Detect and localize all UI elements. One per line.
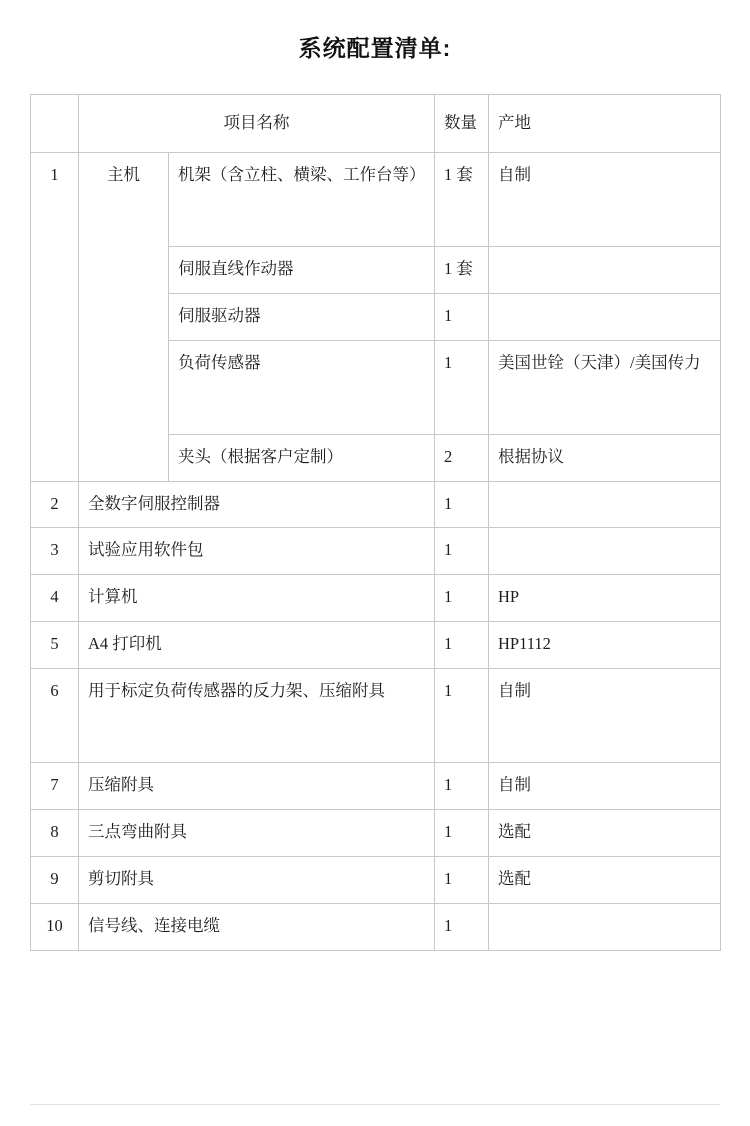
row-index: 1 [31,152,79,481]
row-name: 压缩附具 [79,763,435,810]
row-name: 计算机 [79,575,435,622]
row-origin: 自制 [489,669,721,763]
header-origin: 产地 [489,95,721,153]
sub-item-origin [489,293,721,340]
sub-item-origin: 美国世铨（天津）/美国传力 [489,340,721,434]
table-row [31,622,721,669]
row-origin: HP1112 [489,622,721,669]
row-name: 用于标定负荷传感器的反力架、压缩附具 [79,669,435,763]
row-origin: 选配 [489,809,721,856]
sub-item-qty: 1 [435,340,489,434]
row-qty: 1 [435,809,489,856]
header-index [31,95,79,153]
row-origin: 自制 [489,763,721,810]
row-qty: 1 [435,481,489,528]
row-index: 2 [31,481,79,528]
row-index: 5 [31,622,79,669]
row-name: 信号线、连接电缆 [79,903,435,950]
sub-item-origin [489,246,721,293]
sub-item-qty: 1 [435,293,489,340]
table-row [31,575,721,622]
row-origin [489,528,721,575]
table-row [31,856,721,903]
row-index: 3 [31,528,79,575]
table-row [31,669,721,763]
row-group-label: 主机 [79,152,169,481]
sub-item-qty: 2 [435,434,489,481]
sub-item-qty: 1 套 [435,246,489,293]
row-qty: 1 [435,528,489,575]
row-name: A4 打印机 [79,622,435,669]
sub-item-name: 伺服驱动器 [169,293,435,340]
row-origin [489,481,721,528]
row-qty: 1 [435,622,489,669]
row-qty: 1 [435,763,489,810]
row-name: 试验应用软件包 [79,528,435,575]
sub-item-name: 机架（含立柱、横梁、工作台等） [169,152,435,246]
sub-item-origin: 自制 [489,152,721,246]
page-title: 系统配置清单: [298,35,452,61]
row-index: 4 [31,575,79,622]
header-name: 项目名称 [79,95,435,153]
table-row [31,903,721,950]
row-index: 7 [31,763,79,810]
sub-item-name: 夹头（根据客户定制） [169,434,435,481]
table-row [31,481,721,528]
row-index: 6 [31,669,79,763]
row-index: 8 [31,809,79,856]
table-row [31,809,721,856]
table-row [31,528,721,575]
table-row [31,763,721,810]
row-origin: 选配 [489,856,721,903]
spec-table-wrap [30,63,720,951]
row-qty: 1 [435,669,489,763]
sub-item-origin: 根据协议 [489,434,721,481]
sub-item-qty: 1 套 [435,152,489,246]
row-name: 剪切附具 [79,856,435,903]
row-qty: 1 [435,856,489,903]
row-origin [489,903,721,950]
row-name: 三点弯曲附具 [79,809,435,856]
sub-item-name: 伺服直线作动器 [169,246,435,293]
row-qty: 1 [435,575,489,622]
sub-item-name: 负荷传感器 [169,340,435,434]
row-index: 10 [31,903,79,950]
system-configuration-table [30,94,721,951]
footer-divider [30,1104,720,1105]
row-index: 9 [31,856,79,903]
header-qty: 数量 [435,95,489,153]
table-header-row [31,95,721,153]
table-row [31,152,721,246]
row-origin: HP [489,575,721,622]
row-qty: 1 [435,903,489,950]
row-name: 全数字伺服控制器 [79,481,435,528]
